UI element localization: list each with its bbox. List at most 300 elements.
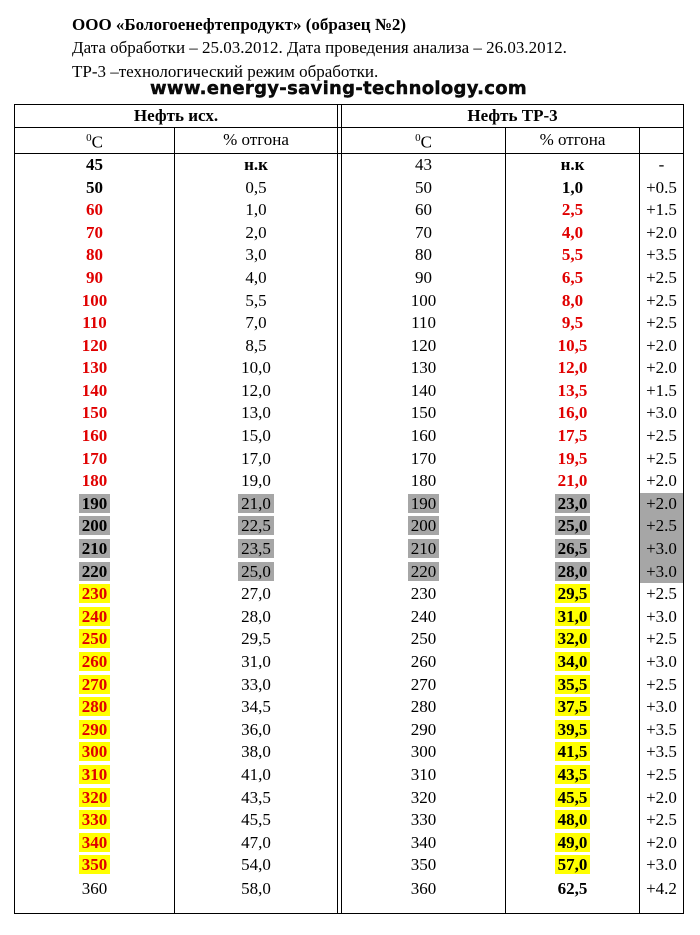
percent-treated-value: 31,0: [555, 607, 591, 626]
temperature-treated: [342, 809, 506, 832]
percent-treated-value: 13,5: [557, 380, 588, 400]
temperature-treated: [342, 221, 506, 244]
temperature-original: [15, 606, 175, 629]
difference: [640, 244, 684, 267]
percent-original-value: 15,0: [241, 426, 271, 446]
group-header-row: [15, 105, 684, 128]
difference-value: +2.5: [646, 516, 677, 536]
percent-treated: [506, 628, 640, 651]
percent-treated: [506, 719, 640, 742]
temperature-original-value: 240: [79, 607, 111, 626]
difference-value: -: [658, 154, 665, 174]
temperature-treated-value: 50: [415, 177, 433, 197]
difference: [640, 606, 684, 629]
percent-original-value: 3,0: [245, 245, 267, 265]
percent-treated-value: 10,5: [557, 335, 588, 355]
table-row: [15, 493, 684, 516]
difference: [640, 221, 684, 244]
difference: [640, 312, 684, 335]
percent-original: [175, 809, 338, 832]
percent-original-value: 36,0: [241, 719, 271, 739]
temperature-original-value: 45: [86, 154, 103, 174]
watermark-url: www.energy-saving-technology.com: [150, 78, 527, 99]
percent-original: [175, 606, 338, 629]
temperature-treated-value: 150: [410, 403, 437, 423]
percent-treated-value: 9,5: [561, 313, 584, 333]
percent-original-value: 23,5: [238, 539, 274, 558]
temperature-original-value: 120: [81, 335, 108, 355]
table-row: [15, 176, 684, 199]
percent-original: [175, 651, 338, 674]
temperature-treated-value: 280: [410, 697, 437, 717]
temperature-treated-value: 340: [410, 832, 437, 852]
table-row: [15, 877, 684, 914]
temperature-treated-value: 240: [410, 606, 437, 626]
temperature-original: [15, 673, 175, 696]
table-row: [15, 470, 684, 493]
document-title: ООО «Бологоенефтепродукт» (образец №2): [72, 15, 407, 34]
percent-treated-value: 17,5: [557, 426, 588, 446]
table-row: [15, 560, 684, 583]
temperature-original-value: 180: [81, 471, 108, 491]
difference-value: +3.0: [646, 403, 677, 423]
percent-treated-value: 28,0: [555, 562, 591, 581]
percent-treated-value: 12,0: [557, 358, 588, 378]
percent-original-value: 41,0: [241, 764, 271, 784]
column-header-temperature-original: [15, 128, 175, 154]
difference-value: +2.5: [646, 290, 677, 310]
temperature-original-value: 60: [86, 200, 103, 220]
percent-treated-value: 29,5: [555, 584, 591, 603]
percent-original: [175, 877, 338, 914]
percent-original: [175, 673, 338, 696]
temperature-treated: [342, 470, 506, 493]
temperature-treated-value: 200: [408, 516, 440, 535]
table-body: [15, 153, 684, 913]
difference: [640, 425, 684, 448]
percent-treated: [506, 380, 640, 403]
difference: [640, 267, 684, 290]
temperature-treated-value: 230: [410, 584, 437, 604]
temperature-original: [15, 764, 175, 787]
percent-original-value: 33,0: [241, 674, 271, 694]
percent-original: [175, 764, 338, 787]
percent-treated: [506, 312, 640, 335]
percent-original-value: 10,0: [241, 358, 271, 378]
percent-treated-value: 39,5: [555, 720, 591, 739]
temperature-treated-value: 60: [415, 200, 433, 220]
table-row: [15, 696, 684, 719]
temperature-treated-value: 110: [411, 313, 436, 333]
percent-treated: [506, 267, 640, 290]
temperature-treated: [342, 199, 506, 222]
table-row: [15, 153, 684, 176]
percent-original: [175, 221, 338, 244]
treatment-mode-note: ТР-3 –технологический режим обработки.: [72, 62, 379, 81]
temperature-original-value: 260: [79, 652, 111, 671]
difference: [640, 809, 684, 832]
column-header-difference: [640, 128, 684, 154]
table-row: [15, 786, 684, 809]
percent-original: [175, 560, 338, 583]
percent-treated: [506, 877, 640, 914]
temperature-original-value: 220: [79, 562, 111, 581]
percent-original: [175, 402, 338, 425]
difference: [640, 877, 684, 914]
temperature-original-value: 70: [86, 222, 103, 242]
temperature-original: [15, 651, 175, 674]
temperature-original: [15, 221, 175, 244]
temperature-original: [15, 628, 175, 651]
percent-treated: [506, 515, 640, 538]
difference-value: +3.0: [646, 697, 677, 717]
difference-value: +3.5: [646, 245, 677, 265]
table-row: [15, 538, 684, 561]
temperature-original: [15, 289, 175, 312]
difference: [640, 696, 684, 719]
temperature-original-value: 360: [81, 878, 108, 898]
percent-original-value: 0,5: [245, 177, 267, 197]
difference: [640, 786, 684, 809]
percent-treated-value: 2,5: [561, 200, 584, 220]
temperature-original-value: 250: [79, 629, 111, 648]
temperature-treated: [342, 289, 506, 312]
temperature-original-value: 210: [79, 539, 111, 558]
percent-treated-value: 6,5: [561, 267, 584, 287]
temperature-original-value: 90: [86, 267, 103, 287]
table-row: [15, 312, 684, 335]
percent-original: [175, 334, 338, 357]
percent-original-value: 54,0: [241, 855, 271, 875]
temperature-treated: [342, 402, 506, 425]
percent-original: [175, 538, 338, 561]
percent-original-value: 25,0: [238, 562, 274, 581]
temperature-original-value: 230: [79, 584, 111, 603]
table-row: [15, 199, 684, 222]
percent-treated: [506, 470, 640, 493]
percent-original-value: 47,0: [241, 832, 271, 852]
temperature-treated-value: 320: [410, 787, 437, 807]
percent-treated: [506, 425, 640, 448]
percent-treated-value: 4,0: [561, 222, 584, 242]
temperature-original-value: 290: [79, 720, 111, 739]
percent-treated-value: 57,0: [555, 855, 591, 874]
percent-original: [175, 831, 338, 854]
difference: [640, 651, 684, 674]
difference: [640, 854, 684, 877]
temperature-treated-value: 140: [410, 380, 437, 400]
temperature-treated-value: 170: [410, 448, 437, 468]
temperature-treated: [342, 877, 506, 914]
percent-treated: [506, 334, 640, 357]
temperature-original-value: 340: [79, 833, 111, 852]
group-header-treated-oil: Нефть ТР-3: [342, 105, 684, 128]
percent-original: [175, 854, 338, 877]
percent-treated: [506, 583, 640, 606]
percent-original-value: 2,0: [245, 222, 267, 242]
percent-treated: [506, 696, 640, 719]
difference-value: +4.2: [646, 878, 677, 898]
celsius-unit: C: [91, 132, 103, 152]
table-row: [15, 673, 684, 696]
temperature-treated: [342, 334, 506, 357]
percent-original-value: 5,5: [245, 290, 267, 310]
percent-treated: [506, 741, 640, 764]
percent-original: [175, 493, 338, 516]
table-row: [15, 244, 684, 267]
temperature-original-value: 280: [79, 697, 111, 716]
percent-treated: [506, 244, 640, 267]
temperature-original-value: 200: [79, 516, 111, 535]
percent-original-value: 7,0: [245, 313, 267, 333]
table-row: [15, 402, 684, 425]
percent-original-value: 12,0: [241, 380, 271, 400]
temperature-treated: [342, 628, 506, 651]
temperature-original: [15, 380, 175, 403]
temperature-treated: [342, 538, 506, 561]
temperature-treated-value: 330: [410, 810, 437, 830]
temperature-original: [15, 696, 175, 719]
percent-treated: [506, 176, 640, 199]
temperature-treated: [342, 515, 506, 538]
difference-value: +2.5: [646, 584, 677, 604]
percent-original-value: 58,0: [241, 878, 271, 898]
difference-value: +2.5: [646, 448, 677, 468]
difference-value: +2.5: [646, 629, 677, 649]
difference-value: +2.0: [646, 358, 677, 378]
temperature-treated-value: 130: [410, 358, 437, 378]
temperature-original: [15, 809, 175, 832]
column-header-temperature-treated: [342, 128, 506, 154]
temperature-original-value: 150: [81, 403, 108, 423]
temperature-treated-value: 120: [410, 335, 437, 355]
table-row: [15, 334, 684, 357]
temperature-treated-value: 300: [410, 742, 437, 762]
temperature-original-value: 310: [79, 765, 111, 784]
percent-treated-value: 26,5: [555, 539, 591, 558]
percent-treated-value: 37,5: [555, 697, 591, 716]
percent-treated-value: 16,0: [557, 403, 588, 423]
percent-original: [175, 447, 338, 470]
percent-original-value: 19,0: [241, 471, 271, 491]
difference: [640, 153, 684, 176]
temperature-original-value: 50: [86, 177, 103, 197]
temperature-treated-value: 100: [410, 290, 437, 310]
percent-original-value: 17,0: [241, 448, 271, 468]
percent-original-value: 34,5: [241, 697, 271, 717]
percent-original-value: 13,0: [241, 403, 271, 423]
difference: [640, 447, 684, 470]
temperature-treated-value: 360: [410, 878, 437, 898]
difference-value: +2.0: [646, 335, 677, 355]
temperature-original: [15, 447, 175, 470]
temperature-original: [15, 267, 175, 290]
difference: [640, 560, 684, 583]
percent-treated: [506, 651, 640, 674]
temperature-original-value: 160: [81, 426, 108, 446]
percent-treated: [506, 786, 640, 809]
temperature-original-value: 170: [81, 448, 108, 468]
table-row: [15, 583, 684, 606]
temperature-treated-value: 270: [410, 674, 437, 694]
temperature-original-value: 350: [79, 855, 111, 874]
temperature-original: [15, 493, 175, 516]
percent-treated-value: н.к: [560, 154, 585, 174]
difference: [640, 176, 684, 199]
temperature-treated-value: 260: [410, 652, 437, 672]
difference: [640, 515, 684, 538]
percent-treated: [506, 831, 640, 854]
temperature-treated: [342, 560, 506, 583]
temperature-original: [15, 402, 175, 425]
temperature-original: [15, 786, 175, 809]
temperature-original: [15, 515, 175, 538]
temperature-treated-value: 180: [410, 471, 437, 491]
percent-original-value: 22,5: [238, 516, 274, 535]
difference-value: +2.0: [646, 222, 677, 242]
temperature-treated: [342, 357, 506, 380]
document-dates: Дата обработки – 25.03.2012. Дата проведения анализа – 26.03.2012.: [72, 38, 567, 57]
percent-original-value: н.к: [244, 154, 268, 174]
percent-treated: [506, 764, 640, 787]
percent-original: [175, 312, 338, 335]
percent-original: [175, 628, 338, 651]
table-row: [15, 809, 684, 832]
temperature-treated-value: 310: [410, 764, 437, 784]
temperature-treated: [342, 651, 506, 674]
percent-treated: [506, 199, 640, 222]
percent-treated: [506, 221, 640, 244]
temperature-original: [15, 538, 175, 561]
table-row: [15, 267, 684, 290]
temperature-original: [15, 583, 175, 606]
temperature-original: [15, 176, 175, 199]
temperature-treated-value: 90: [415, 267, 433, 287]
temperature-original: [15, 425, 175, 448]
temperature-treated: [342, 583, 506, 606]
percent-treated: [506, 447, 640, 470]
percent-treated: [506, 289, 640, 312]
temperature-original: [15, 334, 175, 357]
difference: [640, 470, 684, 493]
table-row: [15, 289, 684, 312]
percent-treated: [506, 153, 640, 176]
percent-original-value: 21,0: [238, 494, 274, 513]
temperature-treated-value: 210: [408, 539, 440, 558]
difference-value: +2.5: [646, 426, 677, 446]
temperature-treated-value: 350: [410, 855, 437, 875]
percent-treated-value: 19,5: [557, 448, 588, 468]
temperature-treated-value: 190: [408, 494, 440, 513]
difference-value: +3.0: [646, 606, 677, 626]
temperature-treated: [342, 380, 506, 403]
temperature-treated: [342, 153, 506, 176]
degree-superscript: 0: [86, 132, 92, 144]
table-row: [15, 221, 684, 244]
difference: [640, 199, 684, 222]
temperature-original-value: 80: [86, 245, 103, 265]
temperature-treated-value: 290: [410, 719, 437, 739]
temperature-original: [15, 831, 175, 854]
temperature-treated: [342, 606, 506, 629]
difference-value: +2.0: [646, 787, 677, 807]
difference: [640, 764, 684, 787]
percent-treated-value: 5,5: [561, 245, 584, 265]
table-row: [15, 606, 684, 629]
difference-value: +2.5: [646, 267, 677, 287]
difference: [640, 583, 684, 606]
difference: [640, 289, 684, 312]
percent-treated: [506, 402, 640, 425]
percent-treated-value: 49,0: [555, 833, 591, 852]
difference-value: +3.5: [646, 719, 677, 739]
difference-value: +2.5: [646, 764, 677, 784]
temperature-original: [15, 719, 175, 742]
percent-treated-value: 8,0: [561, 290, 584, 310]
difference: [640, 380, 684, 403]
percent-treated-value: 34,0: [555, 652, 591, 671]
temperature-original: [15, 877, 175, 914]
table-row: [15, 515, 684, 538]
temperature-treated-value: 160: [410, 426, 437, 446]
percent-treated: [506, 538, 640, 561]
difference: [640, 402, 684, 425]
percent-treated-value: 35,5: [555, 675, 591, 694]
column-header-percent-treated: % отгона: [506, 128, 640, 154]
percent-original: [175, 267, 338, 290]
percent-treated-value: 32,0: [555, 629, 591, 648]
temperature-original-value: 130: [81, 358, 108, 378]
temperature-treated: [342, 312, 506, 335]
difference: [640, 673, 684, 696]
temperature-treated: [342, 244, 506, 267]
percent-treated-value: 48,0: [555, 810, 591, 829]
temperature-original-value: 330: [79, 810, 111, 829]
difference: [640, 334, 684, 357]
table-row: [15, 719, 684, 742]
difference: [640, 628, 684, 651]
percent-original-value: 31,0: [241, 652, 271, 672]
difference: [640, 538, 684, 561]
temperature-original-value: 100: [81, 290, 108, 310]
temperature-treated: [342, 493, 506, 516]
temperature-original: [15, 854, 175, 877]
temperature-treated: [342, 176, 506, 199]
percent-original: [175, 583, 338, 606]
percent-original: [175, 380, 338, 403]
percent-original: [175, 425, 338, 448]
percent-original: [175, 719, 338, 742]
difference-value: +2.0: [646, 493, 677, 513]
temperature-treated: [342, 831, 506, 854]
temperature-original: [15, 244, 175, 267]
difference-value: +0.5: [646, 177, 677, 197]
percent-original-value: 4,0: [245, 267, 267, 287]
difference-value: +1.5: [646, 380, 677, 400]
temperature-treated: [342, 741, 506, 764]
percent-original-value: 27,0: [241, 584, 271, 604]
percent-original: [175, 741, 338, 764]
temperature-treated-value: 250: [410, 629, 437, 649]
temperature-original: [15, 470, 175, 493]
table-row: [15, 854, 684, 877]
temperature-treated-value: 80: [415, 245, 433, 265]
temperature-original: [15, 741, 175, 764]
percent-original: [175, 470, 338, 493]
percent-original-value: 1,0: [245, 200, 267, 220]
table-row: [15, 628, 684, 651]
percent-treated-value: 62,5: [557, 878, 588, 898]
